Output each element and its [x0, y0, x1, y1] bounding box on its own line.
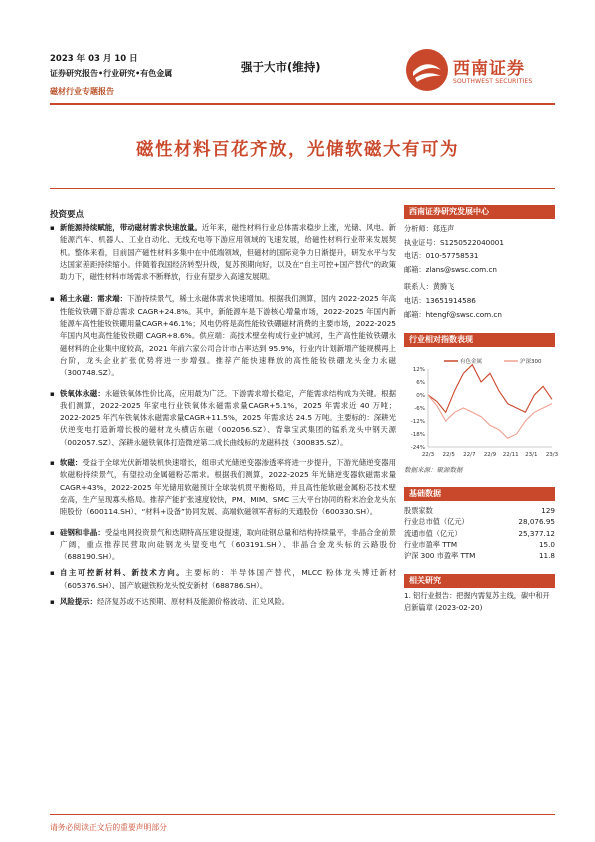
row-value: 11.8	[538, 551, 555, 561]
row-key: 行业市盈率 TTM	[404, 539, 458, 549]
y-tick-label: -6%	[414, 406, 425, 412]
chart-svg	[404, 355, 559, 465]
header-divider	[50, 103, 555, 105]
x-tick-label: 22/5	[442, 452, 455, 458]
basic-data-table	[404, 505, 555, 561]
series-line	[428, 365, 552, 413]
y-tick-label: 6%	[416, 380, 425, 386]
bullet-lead: 自主可控新材料、新技术方向。	[60, 568, 186, 578]
row-key: 股票家数	[404, 506, 433, 515]
analyst-name: 分析师：郑连声	[404, 224, 455, 233]
bullet-body: 永磁铁氧体性价比高，应用最为广泛。下游需求增长稳定，产能需求结构成为关键。根据我们测算，2022-2025 年家电行业铁氧体永磁需求量CAGR+5.1%，2025 年需求近 40 万吨；2022-2025 年汽车铁氧体永磁需求量CAGR+11.5%，2025 年需求达 24.5 万吨。主要标的：深耕光伏逆变电打造新增长极的磁材龙头横店东磁（002056.SZ）、背靠宝武集团的锰系龙头中钢天源（002057.SZ）、深耕永磁铁氧体打造微逆第二成长曲线标的龙磁科技（300835.SZ）。	[60, 388, 396, 447]
title-divider	[50, 188, 555, 189]
y-tick-label: -24%	[410, 445, 425, 451]
bullet-3	[50, 388, 396, 449]
footer-divider	[50, 814, 555, 815]
analyst-license: 执业证号：S1250522040001	[404, 237, 504, 247]
logo-mark-icon	[405, 48, 449, 92]
footer-disclaimer: 请务必阅读正文后的重要声明部分	[50, 823, 167, 832]
bullet-1	[50, 222, 396, 283]
contact-phone: 电话：13651914586	[404, 295, 476, 305]
x-tick-label: 22/9	[483, 452, 497, 458]
table-row	[404, 528, 555, 539]
x-tick-label: 22/3	[421, 452, 435, 458]
related-item[interactable]: 1. 铝行业报告：把握内需复苏主线，碳中和开启新篇章 (2023-02-20)	[404, 591, 550, 612]
report-title: 磁性材料百花齐放，光储软磁大有可为	[136, 140, 459, 160]
bullet-body: 受益于全球光伏新增装机快速增长，组串式光储逆变器渗透率将进一步提升，下游光储逆变器用软磁粉持续景气，有望拉动金属磁粉芯需求。根据我们测算，2022-2025 年光储逆变器软磁需求量 CAGR+43%，2022-2025 年光储用软磁预计全球装机贯平衡格局，并且高性能软磁金属粉芯技术壁垒高，生产呈现寡头格局。推荐产能扩张速度较快，PM、MIM、SMC 三大平台协同的粉末冶金龙头东睦股份（600114.SH）、“材料+设备”协同发展、高端软磁领军者标的天通股份（600330.SH）。	[60, 458, 396, 517]
analyst-phone: 电话：010-57758531	[404, 251, 479, 261]
report-type: 证券研究报告•行业研究•有色金属	[50, 69, 173, 78]
bullet-body: 经济复苏或不达预期、原材料及能源价格波动、汇兑风险。	[96, 597, 290, 607]
row-value: 129	[541, 506, 555, 515]
contact-name: 联系人：黄腾飞	[404, 282, 455, 292]
row-key: 沪深 300 市盈率 TTM	[404, 551, 476, 561]
logo-text-cn: 西南证券	[453, 59, 525, 79]
related-research-band: 相关研究	[404, 574, 555, 588]
bullet-lead: 硅钢和非晶：	[60, 527, 105, 537]
table-row	[404, 516, 555, 527]
row-value: 25,377.12	[518, 528, 555, 538]
row-value: 15.0	[538, 539, 555, 549]
row-value: 28,076.95	[518, 517, 555, 527]
analyst-email[interactable]: 邮箱：zlans@swsc.com.cn	[404, 264, 497, 274]
chart-source: 数据来源：聚源数据	[404, 466, 463, 474]
legend-label: 沪深300	[520, 359, 542, 365]
summary-bullets	[50, 222, 396, 608]
bullet-body: 近年来，磁性材料行业总体需求稳步上涨，光储、风电、新能源汽车、机器人、工业自动化、无线充电等下游应用领域的飞速发展，给磁性材料行业带来发展契机。整体来看，目前国产磁性材料多集中在中低端领域，但磁材的国际竞争力日渐提升，研发水平与发达国家差距持续缩小。伴随着我国经济转型升级，复苏预期向好，以及在“自主可控+国产替代”的政策助力下，磁性材料市场需求不断释放，行业有望步入高速发展期。	[60, 223, 396, 282]
analyst-center-band: 西南证券研究发展中心	[404, 205, 555, 219]
y-tick-label: -12%	[410, 419, 425, 425]
row-key: 流通市值（亿元）	[404, 528, 462, 538]
y-tick-label: 12%	[412, 367, 425, 373]
company-logo	[405, 48, 555, 100]
row-key: 行业总市值（亿元）	[404, 517, 469, 527]
bullet-7	[50, 596, 396, 608]
bullet-6	[50, 567, 396, 592]
y-tick-label: -18%	[410, 432, 425, 438]
bullet-2	[50, 293, 396, 379]
industry-rating: 强于大市(维持)	[241, 60, 321, 74]
summary-heading: 投资要点	[50, 210, 85, 220]
series-line	[428, 395, 552, 438]
bullet-body: 下游持续景气，稀土永磁体需求快速增加。根据我们测算，国内 2022-2025 年高性能钕铁硼下游总需求 CAGR+24.8%。其中，新能源车是下游核心增量市场，2022-2025 年国内新能源车高性能钕铁硼用量CAGR+46.1%；风电仍将是高性能钕铁硼磁材消费的主要市场，2022-2025 年国内风电高性能钕铁硼 CAGR+8.6%。供应端：高技术壁垒构成行业护城河，生产高性能钕铁硼永磁材料的企业集中度较高，2021 年前六家公司合计市占率达到 95.9%，行业内计划新增产能规模再上台阶，龙头企业扩张优势将进一步增强。推荐产能快速释放的高性能钕铁硼龙头金力永磁（300748.SZ）。	[60, 294, 396, 378]
related-research-list	[404, 590, 555, 613]
x-tick-label: 23/3	[545, 452, 559, 458]
bullet-lead: 软磁：	[60, 458, 83, 468]
bullet-5	[50, 527, 396, 564]
relative-index-chart	[404, 355, 559, 465]
index-chart-band: 行业相对指数表现	[404, 333, 555, 347]
x-tick-label: 22/7	[463, 452, 476, 458]
basic-data-band: 基础数据	[404, 487, 555, 501]
analyst-info	[404, 222, 555, 321]
bullet-lead: 稀土永磁：需求端：	[60, 294, 128, 304]
contact-email[interactable]: 邮箱：htengf@swsc.com.cn	[404, 309, 502, 319]
logo-text-en: SOUTHWEST SECURITIES	[453, 78, 533, 85]
legend-label: 有色金属	[460, 359, 483, 365]
bullet-body: 受益电网投资景气和迭期特高压建设提速，取向硅钢总量和结构持续量平，非晶合金前景广阔，重点推荐民营取向硅钢龙头望变电气（603191.SH）、非晶合金龙头标的云路股份（688190.SH）。	[60, 527, 396, 562]
bullet-lead: 新能源持续赋能，带动磁材需求快速放量。	[60, 223, 202, 232]
report-date: 2023 年 03 月 10 日	[50, 54, 138, 64]
report-subtitle: 磁材行业专题报告	[50, 87, 114, 96]
y-tick-label: 0%	[416, 393, 425, 399]
x-tick-label: 23/1	[525, 452, 538, 458]
x-tick-label: 22/11	[502, 452, 519, 458]
table-row	[404, 550, 555, 561]
table-row	[404, 539, 555, 550]
bullet-body: 主要标的：半导体国产替代，MLCC 粉体龙头博迁新材（605376.SH）、国产软磁铁粉龙头悦安新材（688786.SH）。	[60, 568, 396, 590]
bullet-lead: 风险提示：	[60, 597, 97, 607]
bullet-lead: 铁氧体永磁：	[60, 388, 105, 398]
table-row	[404, 505, 555, 516]
bullet-4	[50, 457, 396, 518]
